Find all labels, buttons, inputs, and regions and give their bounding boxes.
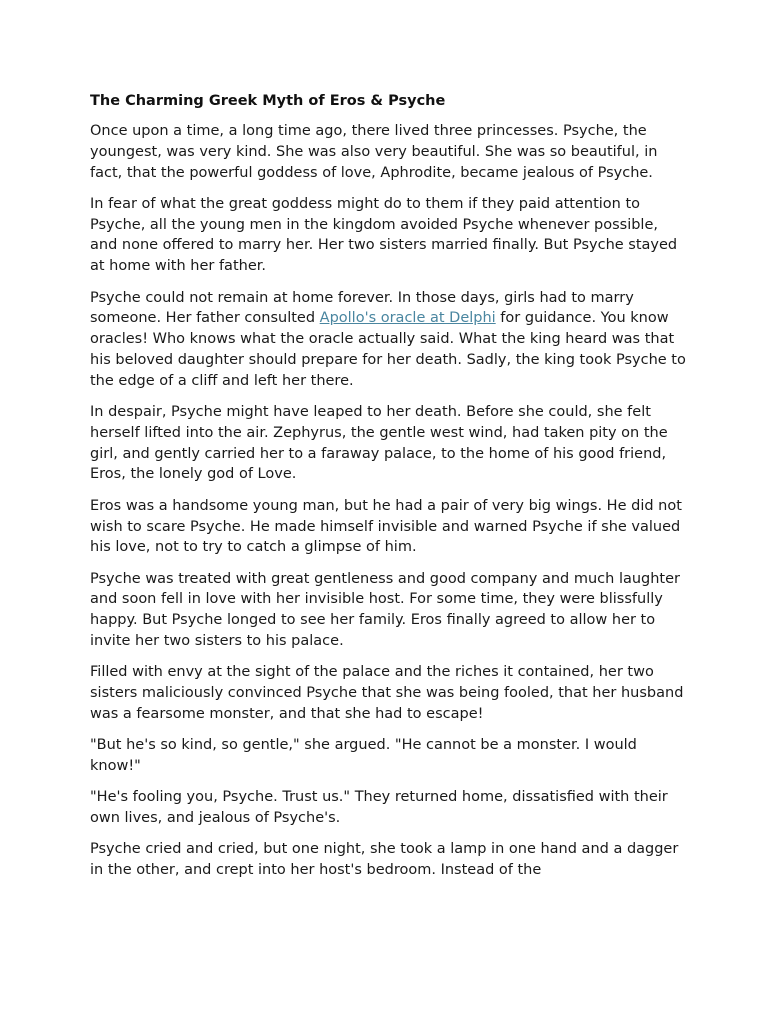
paragraph-1: Once upon a time, a long time ago, there lived three princesses. Psyche, the youngest, was very kind. She was also very beautiful. She was so beautiful, in fact, that the powerful goddess of love, Aphrodite, became jealous of Psyche. [90, 123, 658, 181]
paragraph-3 [90, 288, 686, 392]
paragraph-9: "He's fooling you, Psyche. Trust us." They returned home, dissatisfied with their own lives, and jealous of Psyche's. [90, 789, 668, 827]
paragraph-6: Psyche was treated with great gentleness and good company and much laughter and soon fell in love with her invisible host. For some time, they were blissfully happy. But Psyche longed to see her family. Eros finally agreed to allow her to invite her two sisters to his palace. [90, 570, 681, 650]
paragraph-5: Eros was a handsome young man, but he had a pair of very big wings. He did not wish to scare Psyche. He made himself invisible and warned Psyche if she valued his love, not to try to catch a glimpse of him. [90, 497, 682, 556]
paragraph-3-text-end: for guidance. You know oracles! Who knows what the oracle actually said. What the king heard was that his beloved daughter should prepare for her death. Sadly, the king took Psyche to the edge of a cliff and left her there. [90, 310, 686, 389]
article-title: The Charming Greek Myth of Eros & Psyche [90, 93, 446, 109]
paragraph-3-text-start: Psyche could not remain at home forever. In those days, girls had to marry someone. Her father consulted [90, 289, 634, 327]
paragraph-4: In despair, Psyche might have leaped to her death. Before she could, she felt herself lifted into the air. Zephyrus, the gentle west wind, had taken pity on the girl, and gently carried her to a faraway palace, to the home of his good friend, Eros, the lonely god of Love. [90, 404, 668, 483]
paragraph-8: "But he's so kind, so gentle," she argued. "He cannot be a monster. I would know!" [90, 737, 637, 775]
paragraph-7: Filled with envy at the sight of the palace and the riches it contained, her two sisters maliciously convinced Psyche that she was being fooled, that her husband was a fearsome monster, and that she had to escape! [90, 664, 684, 722]
paragraph-2: In fear of what the great goddess might do to them if they paid attention to Psyche, all the young men in the kingdom avoided Psyche whenever possible, and none offered to marry her. Her two sisters married finally. But Psyche stayed at home with her father. [90, 195, 678, 275]
article [90, 91, 686, 892]
paragraph-10: Psyche cried and cried, but one night, she took a lamp in one hand and a dagger in the other, and crept into her host's bedroom. Instead of the [90, 841, 679, 879]
apollo-oracle-link[interactable]: Apollo's oracle at Delphi [319, 310, 496, 327]
